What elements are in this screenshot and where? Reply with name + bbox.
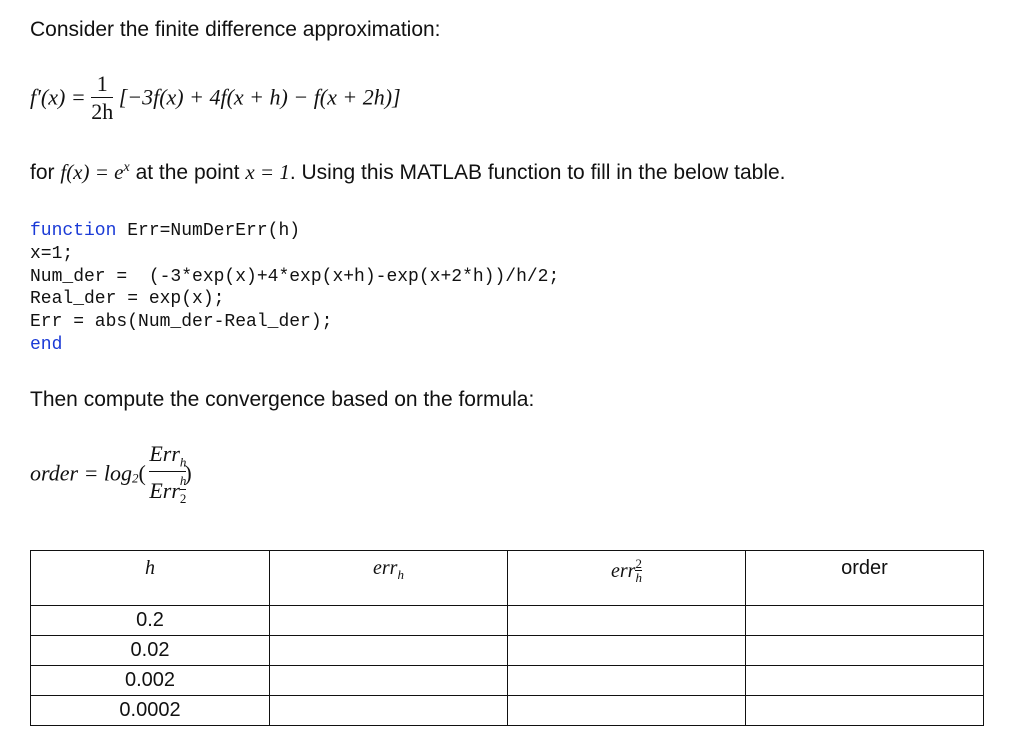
statement-suffix: . Using this MATLAB function to fill in the below table. [289,161,786,184]
cell-err2[interactable] [508,666,746,696]
order-lhs: order = log [30,460,133,486]
cell-err2[interactable] [508,606,746,636]
cell-order[interactable] [746,666,984,696]
finite-difference-formula [30,72,401,136]
results-table [30,550,984,726]
cell-err2[interactable] [508,636,746,666]
problem-statement [30,160,786,185]
point-text: at the point [135,161,240,184]
formula-fraction [91,72,113,123]
fraction-numerator: 1 [96,71,108,96]
header-err-h-over-2: err $\frac{2}{h}$ [508,551,746,606]
code-line-5: Err = abs(Num_der-Real_der); [30,312,333,333]
for-prefix: for [30,161,55,184]
cell-errh[interactable] [270,666,508,696]
point-value: x = 1 [245,160,290,184]
code-line-4: Real_der = exp(x); [30,289,225,310]
cell-err2[interactable] [508,696,746,726]
code-line-3: Num_der = (-3*exp(x)+4*exp(x+h)-exp(x+2*h))/h/2; [30,266,560,287]
order-denominator: Err $\frac{h}{2}$ [149,473,187,507]
intro-text: Consider the finite difference approximation: [30,18,441,41]
convergence-text: Then compute the convergence based on the formula: [30,388,535,411]
code-line-6: end [30,334,63,355]
table-header-row [31,551,984,606]
table-row [31,696,984,726]
header-order: order [746,551,984,606]
cell-errh[interactable] [270,696,508,726]
fraction-denominator: 2h [91,99,114,125]
cell-h: 0.2 [31,606,270,636]
header-h: h [31,551,270,606]
table-row [31,636,984,666]
code-line-1: function Err=NumDerErr(h) [30,221,301,241]
keyword-function: function [30,221,117,241]
code-line-2: x=1; [30,243,74,264]
formula-rhs: [−3f(x) + 4f(x + h) − f(x + 2h)] [118,84,401,110]
order-numerator: Err$_h$ [149,441,187,470]
table-row [31,666,984,696]
function-definition: $f(x) = e^x$ [60,160,130,184]
order-fraction [149,442,186,505]
cell-h: 0.0002 [31,696,270,726]
cell-order[interactable] [746,696,984,726]
cell-errh[interactable] [270,606,508,636]
order-formula: order = $\log_2$( Err$_h$ Err $\frac{h}{2}$ ) [30,441,192,507]
cell-h: 0.002 [31,666,270,696]
header-errh: err$_h$ [270,551,508,606]
cell-order[interactable] [746,636,984,666]
cell-order[interactable] [746,606,984,636]
formula-lhs: f′(x) = [30,84,86,110]
cell-h: 0.02 [31,636,270,666]
matlab-code-block [30,220,559,357]
table-row [31,606,984,636]
log-base: 2 [132,470,139,486]
cell-errh[interactable] [270,636,508,666]
